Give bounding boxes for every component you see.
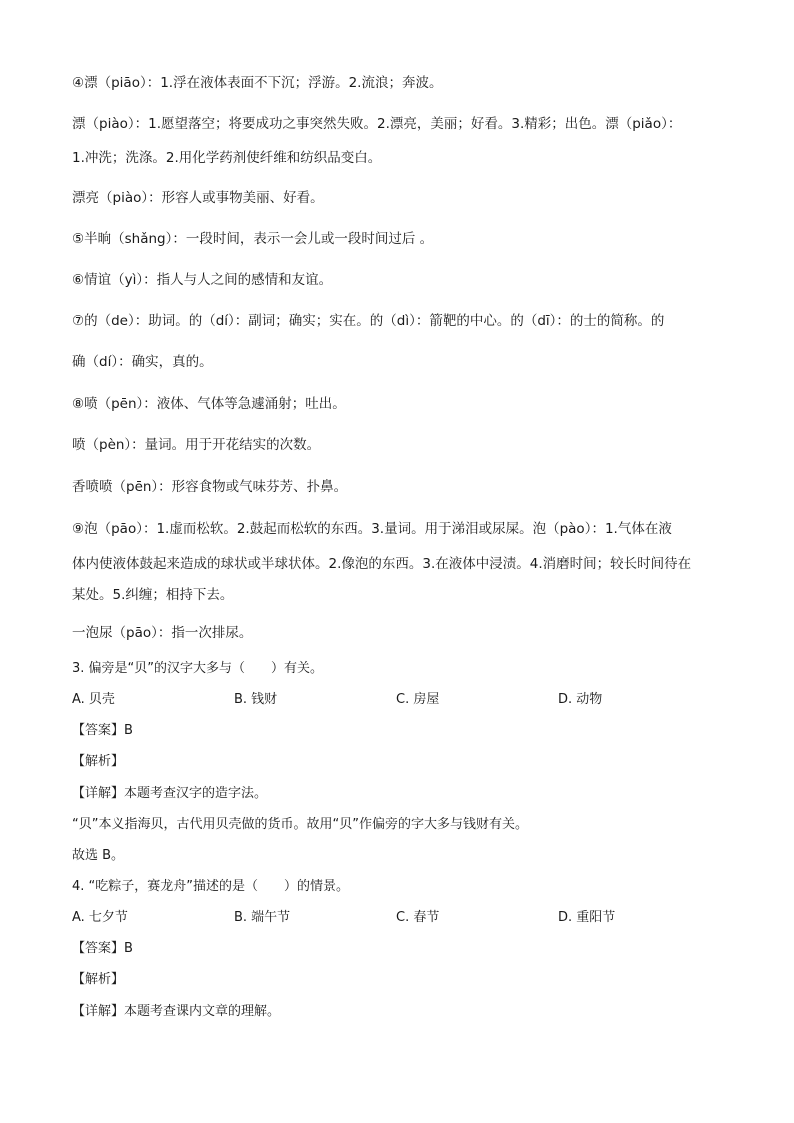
def-piao4: 漂（piào）：1.愿望落空；将要成功之事突然失败。2.漂亮，美丽；好看。3.精彩；出色。漂（piǎo）： (72, 116, 682, 132)
def-piao1: ④漂（piāo）：1.浮在液体表面不下沉；浮游。2.流浪；奔波。 (72, 75, 443, 91)
question-4-option-d[interactable]: D. 重阳节 (558, 910, 616, 925)
question-3-explanation: “贝”本义指海贝，古代用贝壳做的货币。故用“贝”作偏旁的字大多与钱财有关。 (72, 817, 528, 832)
def-dique: 确（dí）：确实，真的。 (72, 354, 213, 370)
question-3-detail: 【详解】本题考查汉字的造字法。 (72, 786, 268, 801)
def-pao4-end: 某处。5.纠缠；相持下去。 (72, 587, 234, 603)
def-pao4-cont: 体内使液体鼓起来造成的球状或半球状体。2.像泡的东西。3.在液体中浸渍。4.消磨时间；较长时间待在 (72, 556, 692, 572)
question-4-analysis-label: 【解析】 (72, 972, 125, 987)
question-4-detail: 【详解】本题考查课内文章的理解。 (72, 1004, 281, 1019)
question-3-stem: 3. 偏旁是“贝”的汉字大多与（ ）有关。 (72, 661, 324, 676)
question-3-choice: 故选 B。 (72, 848, 125, 863)
question-4-option-c[interactable]: C. 春节 (396, 910, 440, 925)
def-pen1: ⑧喷（pēn）：液体、气体等急遽涌射；吐出。 (72, 396, 346, 412)
question-3-option-d[interactable]: D. 动物 (558, 692, 603, 707)
def-banshang: ⑤半晌（shǎng）：一段时间，表示一会儿或一段时间过后 。 (72, 231, 434, 247)
def-qingyi: ⑥情谊（yì）：指人与人之间的感情和友谊。 (72, 272, 333, 288)
question-3-option-a[interactable]: A. 贝壳 (72, 692, 115, 707)
question-4-stem: 4. “吃粽子，赛龙舟”描述的是（ ）的情景。 (72, 879, 350, 894)
def-pen4: 喷（pèn）：量词。用于开花结实的次数。 (72, 437, 321, 453)
question-4-option-b[interactable]: B. 端午节 (234, 910, 291, 925)
def-piaoliang: 漂亮（piào）：形容人或事物美丽、好看。 (72, 190, 324, 206)
question-3-option-c[interactable]: C. 房屋 (396, 692, 440, 707)
question-3-answer: 【答案】B (72, 723, 133, 738)
question-3-analysis-label: 【解析】 (72, 754, 125, 769)
question-3-option-b[interactable]: B. 钱财 (234, 692, 278, 707)
question-4-option-a[interactable]: A. 七夕节 (72, 910, 128, 925)
def-piao3: 1.冲洗；洗涤。2.用化学药剂使纤维和纺织品变白。 (72, 150, 382, 166)
def-xiangpenpen: 香喷喷（pēn）：形容食物或气味芬芳、扑鼻。 (72, 479, 348, 495)
question-4-answer: 【答案】B (72, 941, 133, 956)
def-de: ⑦的（de）：助词。的（dí）：副词；确实；实在。的（dì）：箭靶的中心。的（dī）：的士的简称。的 (72, 313, 665, 329)
def-yipaoniao: 一泡尿（pāo）：指一次排尿。 (72, 625, 253, 641)
def-pao1: ⑨泡（pāo）：1.虚而松软。2.鼓起而松软的东西。3.量词。用于涕泪或尿屎。泡（pào）：1.气体在液 (72, 521, 672, 537)
